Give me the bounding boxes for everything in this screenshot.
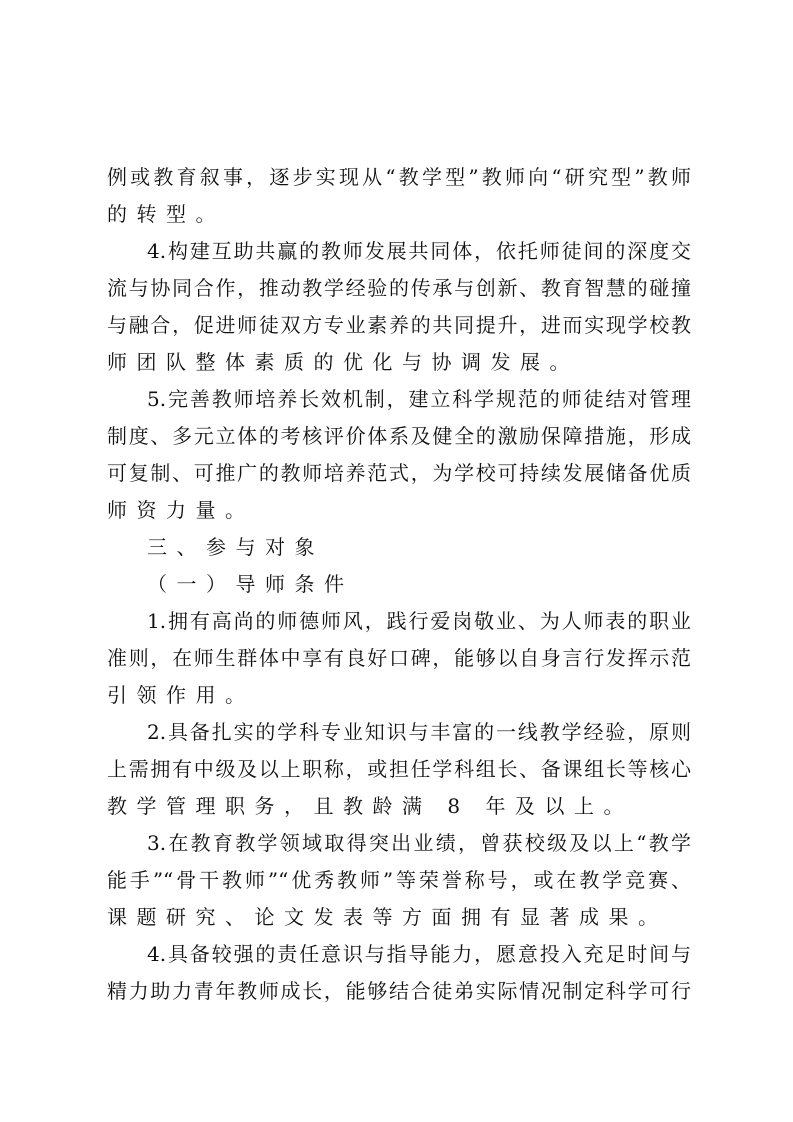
text-line: 2.具备扎实的学科专业知识与丰富的一线教学经验，原则 (147, 720, 691, 744)
text-line: 的转型。 (107, 202, 225, 226)
text-line: 3.在教育教学领域取得突出业绩，曾获校级及以上“教学 (147, 831, 691, 855)
text-line: 流与协同合作，推动教学经验的传承与创新、教育智慧的碰撞 (107, 276, 691, 300)
text-line: 制度、多元立体的考核评价体系及健全的激励保障措施，形成 (107, 424, 691, 448)
text-line: 课题研究、论文发表等方面拥有显著成果。 (107, 905, 668, 929)
text-line: 例或教育叙事，逐步实现从“教学型”教师向“研究型”教师 (107, 165, 691, 189)
text-line: 1.拥有高尚的师德师风，践行爱岗敬业、为人师表的职业 (147, 609, 691, 633)
text-line: （一）导师条件 (147, 572, 354, 596)
text-line: 能手”“骨干教师”“优秀教师”等荣誉称号，或在教学竞赛、 (107, 868, 691, 892)
text-line: 教学管理职务，且教龄满 8 年及以上。 (107, 794, 633, 818)
text-line: 可复制、可推广的教师培养范式，为学校可持续发展储备优质 (107, 461, 691, 485)
text-line: 三、参与对象 (147, 535, 324, 559)
text-line: 5.完善教师培养长效机制，建立科学规范的师徒结对管理 (147, 387, 691, 411)
text-line: 4.具备较强的责任意识与指导能力，愿意投入充足时间与 (147, 942, 691, 966)
text-line: 师资力量。 (107, 498, 255, 522)
document-body (107, 159, 691, 1010)
text-line: 准则，在师生群体中享有良好口碑，能够以自身言行发挥示范 (107, 646, 691, 670)
text-line: 与融合，促进师徒双方专业素养的共同提升，进而实现学校教 (107, 313, 691, 337)
text-line: 精力助力青年教师成长，能够结合徒弟实际情况制定科学可行 (107, 979, 691, 1003)
text-line: 引领作用。 (107, 683, 255, 707)
text-line: 师团队整体素质的优化与协调发展。 (107, 350, 579, 374)
text-line: 4.构建互助共赢的教师发展共同体，依托师徒间的深度交 (147, 239, 691, 263)
text-line: 上需拥有中级及以上职称，或担任学科组长、备课组长等核心 (107, 757, 691, 781)
